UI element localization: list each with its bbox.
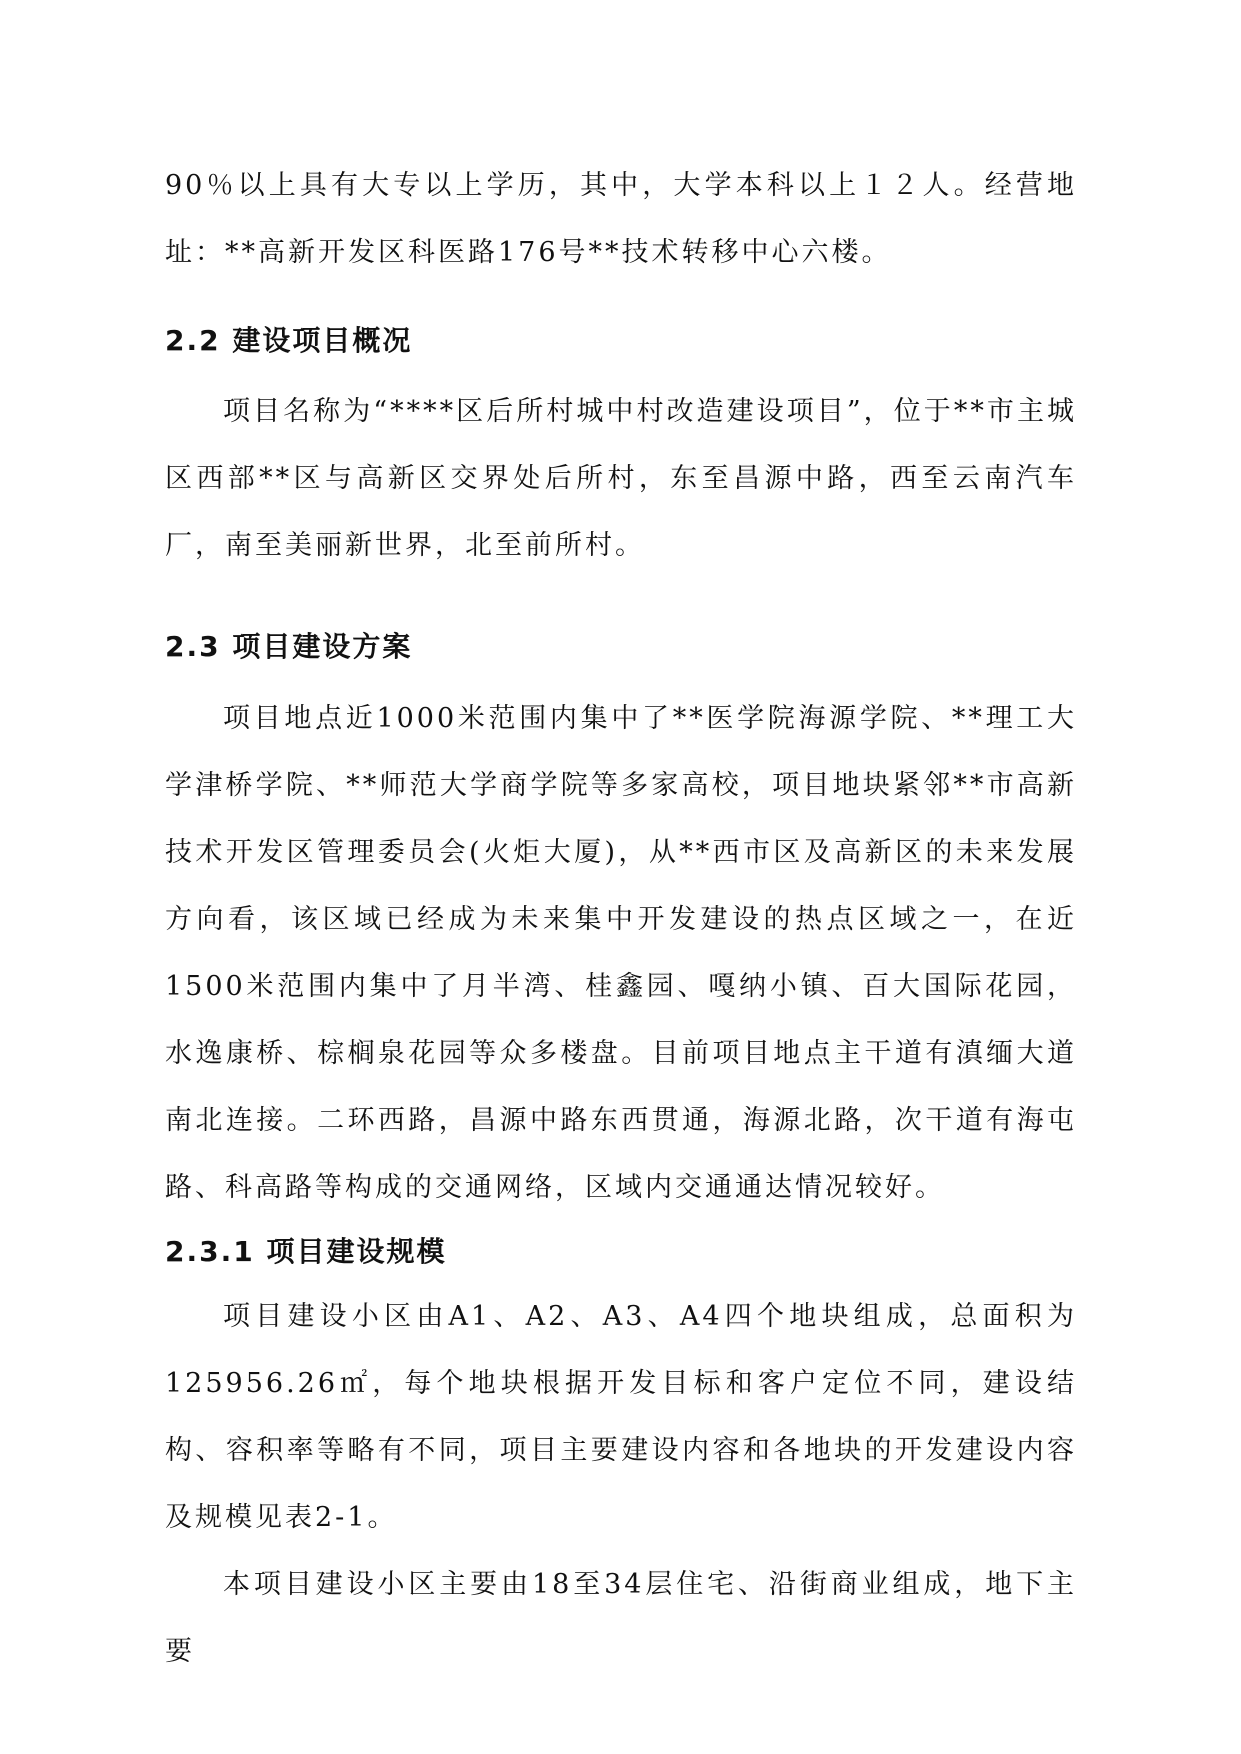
paragraph-construction-scale: 项目建设小区由A1、A2、A3、A4四个地块组成，总面积为125956.26㎡，每个地块根据开发目标和客户定位不同，建设结构、容积率等略有不同，项目主要建设内容和各地块的开发建设内容及规模见表2-1。 bbox=[165, 1301, 1077, 1533]
paragraph-project-overview: 项目名称为“****区后所村城中村改造建设项目”，位于**市主城区西部**区与高新区交界处后所村，东至昌源中路，西至云南汽车厂，南至美丽新世界，北至前所村。 bbox=[165, 396, 1077, 561]
document-body bbox=[165, 152, 1077, 1685]
subsection-heading-2-3-1: 2.3.1 项目建设规模 bbox=[165, 1235, 447, 1268]
section-heading-2-3: 2.3 项目建设方案 bbox=[165, 630, 413, 663]
section-heading-2-2: 2.2 建设项目概况 bbox=[165, 324, 413, 357]
paragraph-construction-plan: 项目地点近1000米范围内集中了**医学院海源学院、**理工大学津桥学院、**师范大学商学院等多家高校，项目地块紧邻**市高新技术开发区管理委员会(火炬大厦)，从**西市区及高新区的未来发展方向看，该区域已经成为未来集中开发建设的热点区域之一，在近1500米范围内集中了月半湾、桂鑫园、嘎纳小镇、百大国际花园，水逸康桥、棕榈泉花园等众多楼盘。目前项目地点主干道有滇缅大道南北连接。二环西路，昌源中路东西贯通，海源北路，次干道有海屯路、科高路等构成的交通网络，区域内交通通达情况较好。 bbox=[165, 703, 1077, 1203]
paragraph-company-intro: 90％以上具有大专以上学历，其中，大学本科以上１２人。经营地址：**高新开发区科医路176号**技术转移中心六楼。 bbox=[165, 170, 1077, 268]
paragraph-residential-composition: 本项目建设小区主要由18至34层住宅、沿街商业组成，地下主要 bbox=[165, 1569, 1077, 1667]
